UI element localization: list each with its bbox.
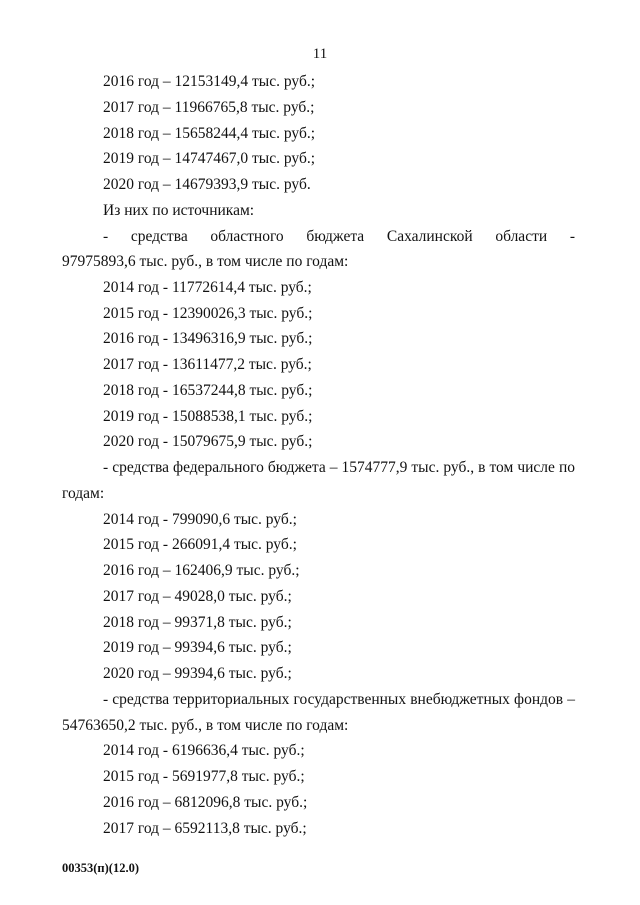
text-line: 2015 год - 266091,4 тыс. руб.;: [103, 536, 297, 553]
document-code-footer: 00353(п)(12.0): [62, 861, 139, 875]
text-line: 2017 год – 6592113,8 тыс. руб.;: [103, 820, 307, 837]
text-line: 2014 год - 6196636,4 тыс. руб.;: [103, 742, 305, 759]
text-line: 2017 год - 13611477,2 тыс. руб.;: [103, 356, 312, 373]
text-line-justified: - средства территориальных государственных внебюджетных фондов –: [103, 691, 575, 708]
text-line: 2019 год - 15088538,1 тыс. руб.;: [103, 408, 313, 425]
text-line: 2018 год – 99371,8 тыс. руб.;: [103, 614, 292, 631]
text-line-justified: - средства областного бюджета Сахалинской области -: [103, 228, 575, 245]
text-line: 2015 год - 12390026,3 тыс. руб.;: [103, 305, 313, 322]
text-line: 2019 год – 99394,6 тыс. руб.;: [103, 639, 292, 656]
text-line: 2017 год – 49028,0 тыс. руб.;: [103, 588, 292, 605]
text-line: 2018 год – 15658244,4 тыс. руб.;: [103, 125, 316, 142]
text-line: Из них по источникам:: [103, 202, 255, 219]
text-line-justified: - средства федерального бюджета – 1574777,9 тыс. руб., в том числе по: [103, 459, 575, 476]
text-line: 54763650,2 тыс. руб., в том числе по годам:: [62, 717, 349, 734]
text-line: годам:: [62, 485, 105, 502]
text-line: 2016 год – 162406,9 тыс. руб.;: [103, 562, 300, 579]
text-line: 2016 год – 6812096,8 тыс. руб.;: [103, 794, 308, 811]
text-line: 97975893,6 тыс. руб., в том числе по годам:: [62, 253, 349, 270]
text-line: 2020 год - 15079675,9 тыс. руб.;: [103, 433, 313, 450]
text-line: 2020 год – 14679393,9 тыс. руб.: [103, 176, 311, 193]
text-line: 2017 год – 11966765,8 тыс. руб.;: [103, 99, 315, 116]
text-line: 2014 год - 11772614,4 тыс. руб.;: [103, 279, 312, 296]
text-line: 2016 год – 12153149,4 тыс. руб.;: [103, 73, 316, 90]
text-line: 2015 год - 5691977,8 тыс. руб.;: [103, 768, 305, 785]
text-line: 2018 год - 16537244,8 тыс. руб.;: [103, 382, 313, 399]
text-line: 2019 год – 14747467,0 тыс. руб.;: [103, 150, 316, 167]
text-line: 2016 год - 13496316,9 тыс. руб.;: [103, 330, 313, 347]
page-number: 11: [312, 46, 328, 62]
text-line: 2020 год – 99394,6 тыс. руб.;: [103, 665, 292, 682]
text-line: 2014 год - 799090,6 тыс. руб.;: [103, 511, 297, 528]
